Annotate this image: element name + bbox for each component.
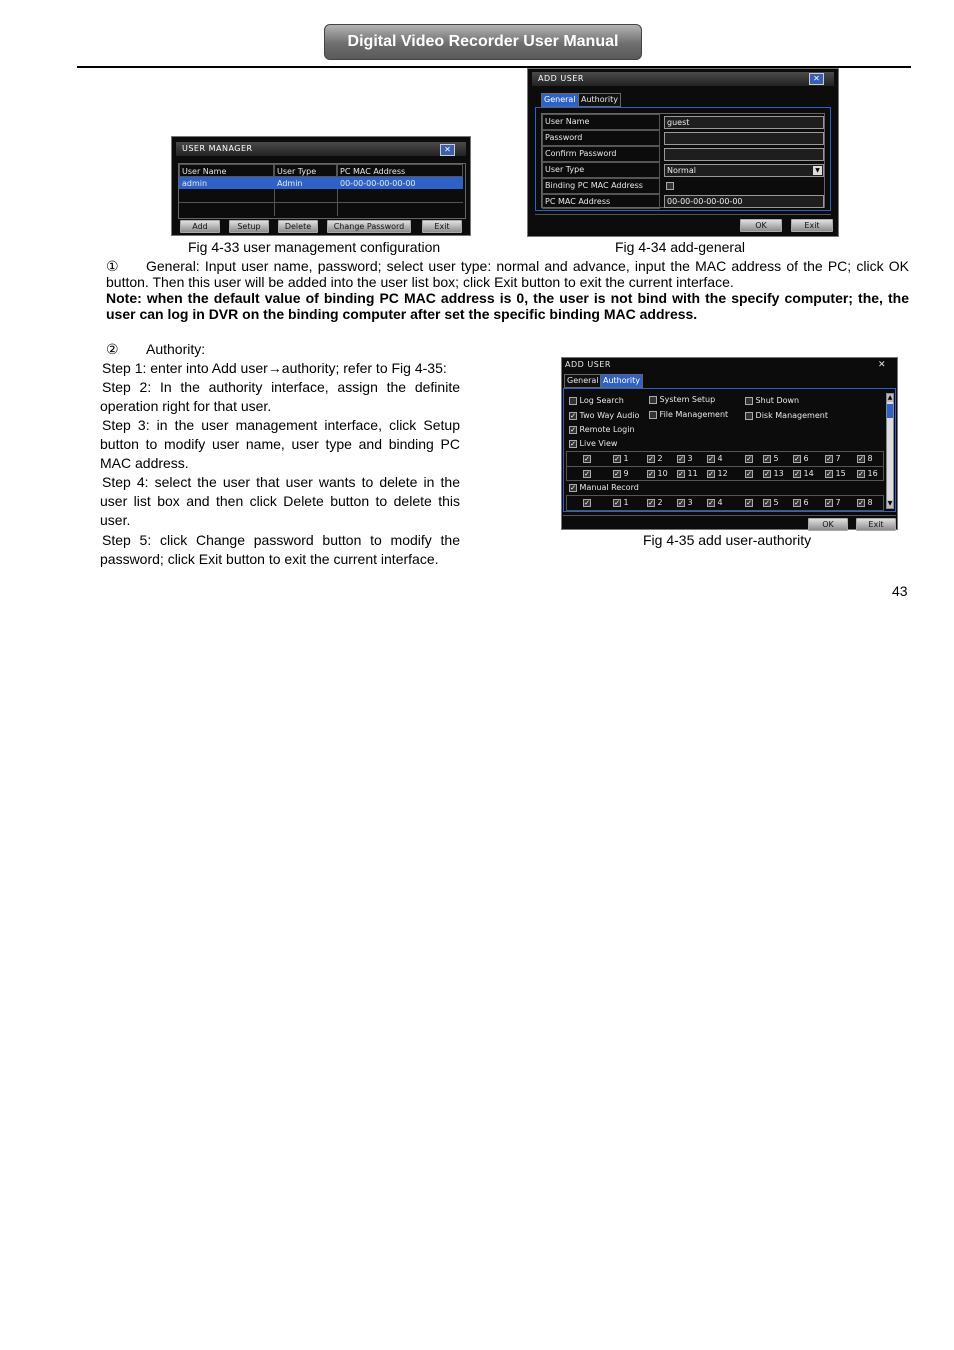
add-user-title: ADD USER [565,360,611,369]
channel-label: 7 [835,498,841,507]
channel-label: 5 [773,498,779,507]
live-view-all-row1-checkbox[interactable]: ✓ [584,454,590,463]
add-user-authority-screenshot [561,357,898,530]
channel-label: 15 [835,469,846,478]
label-binding-mac: Binding PC MAC Address [542,178,660,194]
channel-label: 2 [657,498,663,507]
item2-text: Authority: [146,341,206,357]
label-user-name: User Name [542,114,660,130]
add-button[interactable]: Add [180,220,220,233]
log-search-label: Log Search [579,396,624,405]
channel-checkbox[interactable]: ✓ 4 [708,498,723,507]
channel-label: 3 [687,498,693,507]
channel-label: 9 [623,469,629,478]
mac-address-input[interactable]: 00-00-00-00-00-00 [664,195,824,208]
channel-label: 5 [773,454,779,463]
column-header-user-name: User Name [179,164,274,177]
channel-checkbox[interactable]: ✓ 5 [764,498,779,507]
step2-text: Step 2: In the authority interface, assign the definite operation right for that user. [100,379,460,414]
table-row[interactable] [179,177,463,189]
channel-group-checkbox[interactable]: ✓ [746,469,752,478]
channel-label: 6 [803,498,809,507]
channel-label: 12 [717,469,728,478]
channel-checkbox[interactable]: ✓ 6 [794,454,809,463]
channel-label: 16 [867,469,878,478]
step4-text: Step 4: select the user that user wants to delete in the user list box and then click Delete button to delete this user. [100,474,460,528]
close-icon[interactable]: ✕ [440,144,455,156]
exit-button[interactable]: Exit [422,220,462,233]
channel-label: 6 [803,454,809,463]
channel-checkbox[interactable]: ✓ 2 [648,498,663,507]
two-way-audio-label: Two Way Audio [579,411,640,420]
tab-authority[interactable]: Authority [600,374,643,388]
live-view-label: Live View [579,439,618,448]
label-confirm-password: Confirm Password [542,146,660,162]
ok-button[interactable]: OK [808,518,848,531]
channel-label: 14 [803,469,814,478]
channel-checkbox[interactable]: ✓ 15 [826,469,846,478]
user-manager-title: USER MANAGER [176,142,466,156]
channel-label: 4 [717,498,723,507]
channel-checkbox[interactable]: ✓ 7 [826,454,841,463]
channel-checkbox[interactable]: ✓ 12 [708,469,728,478]
change-password-button[interactable]: Change Password [327,220,411,233]
system-setup-checkbox[interactable] [649,395,715,404]
manual-record-all-checkbox[interactable]: ✓ [584,498,590,507]
two-way-audio-checkbox[interactable]: ✓ Two Way Audio [570,411,640,420]
manual-record-checkbox[interactable]: ✓ Manual Record [570,483,639,492]
channel-label: 4 [717,454,723,463]
confirm-password-input[interactable] [664,148,824,161]
channel-group-checkbox[interactable]: ✓ [746,454,752,463]
shut-down-label: Shut Down [755,396,800,405]
column-header-mac: PC MAC Address [337,164,463,177]
user-type-value: Normal [667,166,696,175]
channel-label: 11 [687,469,698,478]
add-user-general-screenshot [527,68,839,237]
item2-marker: ② [106,341,119,357]
ok-button[interactable]: OK [740,219,782,232]
channel-checkbox[interactable]: ✓ 6 [794,498,809,507]
channel-label: 1 [623,454,629,463]
channel-label: 8 [867,498,873,507]
exit-button[interactable]: Exit [856,518,896,531]
column-header-user-type: User Type [274,164,337,177]
channel-checkbox[interactable]: ✓ 2 [648,454,663,463]
row-mac: 00-00-00-00-00-00 [337,177,463,189]
disk-management-label: Disk Management [755,411,828,420]
tab-general[interactable]: General [541,93,579,107]
channel-checkbox[interactable]: ✓ 11 [678,469,698,478]
channel-checkbox[interactable]: ✓ 7 [826,498,841,507]
scroll-up-icon[interactable]: ▲ [887,394,893,401]
remote-login-checkbox[interactable]: ✓ Remote Login [570,425,635,434]
user-list-box[interactable] [178,163,466,219]
channel-checkbox[interactable]: ✓ 4 [708,454,723,463]
channel-checkbox[interactable]: ✓ 14 [794,469,814,478]
authority-panel [563,388,896,512]
channel-checkbox[interactable]: ✓ 3 [678,454,693,463]
channel-checkbox[interactable]: ✓ 8 [858,498,873,507]
live-view-all-row2-checkbox[interactable]: ✓ [584,469,590,478]
setup-button[interactable]: Setup [229,220,269,233]
user-type-select[interactable] [664,164,824,177]
row-user-name: admin [179,177,274,189]
channel-checkbox[interactable]: ✓ 1 [614,454,629,463]
channel-checkbox[interactable]: ✓ 16 [858,469,878,478]
log-search-checkbox[interactable] [569,396,624,405]
system-setup-label: System Setup [659,395,716,404]
channel-checkbox[interactable]: ✓ 10 [648,469,668,478]
fig35-caption: Fig 4-35 add user-authority [643,532,812,548]
channel-label: 3 [687,454,693,463]
user-manager-screenshot [171,136,471,236]
row-user-type: Admin [274,177,337,189]
channel-label: 13 [773,469,784,478]
page-number: 43 [892,583,908,599]
manual-record-label: Manual Record [579,483,639,492]
note-text: Note: when the default value of binding PC MAC address is 0, the user is not bind with the specify computer; the, the user can log in DVR on the binding computer after set the specific binding MAC address. [106,290,909,322]
live-view-checkbox[interactable]: ✓ Live View [570,439,618,448]
close-icon[interactable]: ✕ [878,360,886,370]
manual-record-channel-grid [566,495,884,511]
channel-checkbox[interactable]: ✓ 8 [858,454,873,463]
channel-label: 10 [657,469,668,478]
shut-down-checkbox[interactable] [745,396,799,405]
channel-checkbox[interactable]: ✓ 5 [764,454,779,463]
label-pc-mac: PC MAC Address [542,194,660,209]
channel-checkbox[interactable]: ✓ 9 [614,469,629,478]
password-input[interactable] [664,132,824,145]
channel-label: 7 [835,454,841,463]
fig34-caption: Fig 4-34 add-general [615,239,745,255]
close-icon[interactable]: ✕ [809,73,824,85]
disk-management-checkbox[interactable] [745,411,828,420]
step1-text: Step 1: enter into Add user→authority; refer to Fig 4-35: [102,360,447,376]
live-view-channel-grid [566,451,884,481]
step3-text: Step 3: in the user management interface, click Setup button to modify user name, user type and binding PC MAC address. [100,417,460,471]
item1-marker: ① [106,258,119,274]
scroll-down-icon[interactable]: ▼ [887,500,893,507]
add-user-title: ADD USER [532,72,834,86]
label-user-type: User Type [542,162,660,178]
exit-button[interactable]: Exit [791,219,833,232]
file-management-checkbox[interactable] [649,410,728,419]
channel-group-checkbox[interactable]: ✓ [746,498,752,507]
delete-button[interactable]: Delete [278,220,318,233]
channel-checkbox[interactable]: ✓ 13 [764,469,784,478]
channel-label: 2 [657,454,663,463]
channel-label: 8 [867,454,873,463]
tab-authority[interactable]: Authority [578,93,621,107]
step5-text: Step 5: click Change password button to modify the password; click Exit button to exit the current interface. [100,532,460,567]
channel-checkbox[interactable]: ✓ 1 [614,498,629,507]
chevron-down-icon: ▼ [813,166,822,175]
label-password: Password [542,130,660,146]
tab-general[interactable]: General [564,374,602,388]
page-header-title: Digital Video Recorder User Manual [324,24,642,60]
file-management-label: File Management [659,410,729,419]
remote-login-label: Remote Login [579,425,635,434]
item1-text: General: Input user name, password; select user type: normal and advance, input the MAC address of the PC; click OK button. Then this user will be added into the user list box; click Exit button to exit the current interface. [106,258,909,290]
channel-label: 1 [623,498,629,507]
scrollbar[interactable] [886,393,894,509]
fig33-caption: Fig 4-33 user management configuration [188,239,441,255]
user-name-input[interactable]: guest [664,116,824,129]
binding-mac-checkbox[interactable] [666,181,674,190]
general-panel [535,107,831,211]
channel-checkbox[interactable]: ✓ 3 [678,498,693,507]
scroll-thumb[interactable] [887,404,893,418]
